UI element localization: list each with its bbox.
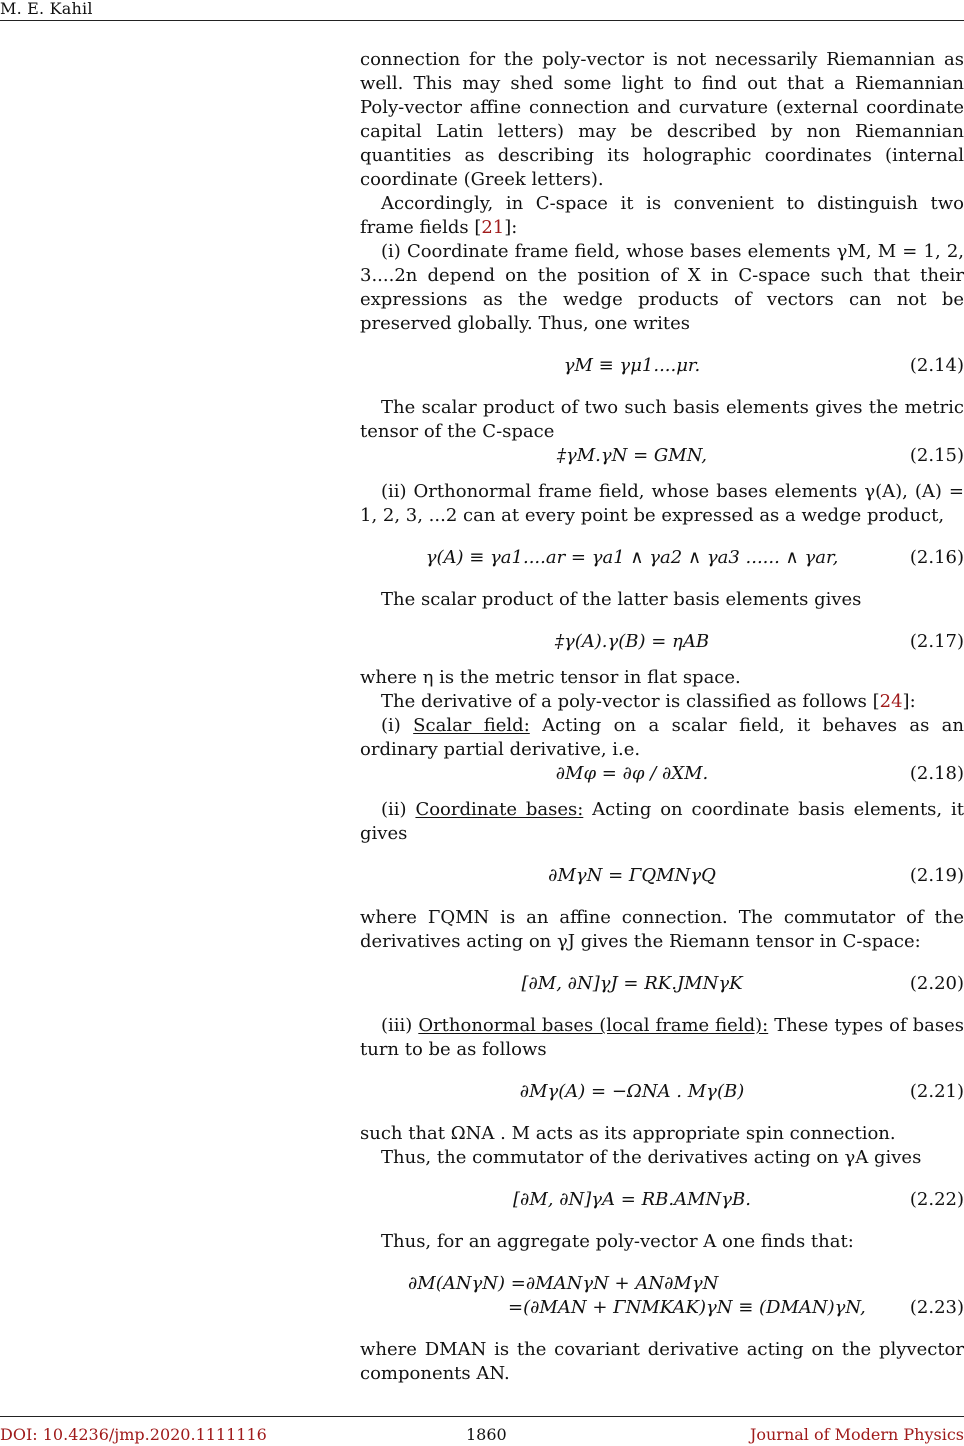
equation-2-16-number: (2.16) <box>909 547 964 568</box>
equation-2-20-number: (2.20) <box>909 973 964 994</box>
p12-lead: (iii) <box>381 1015 419 1036</box>
coordinate-bases-heading: Coordinate bases: <box>415 799 584 820</box>
p12-rest: These types of bases turn to be as follows <box>360 1015 964 1060</box>
equation-2-15-number: (2.15) <box>909 445 964 466</box>
equation-2-19-number: (2.19) <box>909 865 964 886</box>
equation-2-17 <box>360 630 964 654</box>
equation-2-17-body: ‡γ(A).γ(B) = ηAB <box>554 631 710 652</box>
paragraph-10 <box>360 798 964 846</box>
paragraph-13: such that ΩNA . M acts as its appropriate spin connection. <box>360 1123 896 1144</box>
equation-2-20-body: [∂M, ∂N]γJ = RK.JMNγK <box>521 973 743 994</box>
equation-2-20 <box>360 972 964 996</box>
paragraph-11: where ΓQMN is an affine connection. The commutator of the derivatives acting on γJ gives the Riemann tensor in C-space: <box>360 907 964 952</box>
p10-rest: Acting on coordinate basis elements, it gives <box>360 799 964 844</box>
paragraph-7: where η is the metric tensor in flat space. <box>360 667 741 688</box>
paragraph-6: The scalar product of the latter basis elements gives <box>381 589 862 610</box>
p10-lead: (ii) <box>381 799 416 820</box>
equation-2-22-number: (2.22) <box>909 1189 964 1210</box>
equation-2-22-body: [∂M, ∂N]γA = RB.AMNγB. <box>513 1189 751 1210</box>
paragraph-4: The scalar product of two such basis elements gives the metric tensor of the C-space <box>360 397 964 442</box>
header-author: M. E. Kahil <box>0 0 93 18</box>
page-header <box>0 0 964 21</box>
orthonormal-bases-heading: Orthonormal bases (local frame field): <box>418 1015 769 1036</box>
equation-2-15-body: ‡γM.γN = GMN, <box>556 445 708 466</box>
paragraph-3: (i) Coordinate frame field, whose bases elements γM, M = 1, 2, 3....2n depend on the position of X in C-space such that their expressions as the wedge products of vectors can not be preserved globally. Thus, one writes <box>360 241 964 334</box>
p9-lead: (i) <box>381 715 414 736</box>
paragraph-9 <box>360 714 964 762</box>
equation-2-19-body: ∂MγN = ΓQMNγQ <box>548 865 716 886</box>
equation-2-14-body: γM ≡ γμ1....μr. <box>563 355 701 376</box>
p9-rest: Acting on a scalar field, it behaves as an ordinary partial derivative, i.e. <box>360 715 964 760</box>
equation-2-18-body: ∂Mφ = ∂φ / ∂XM. <box>555 763 709 784</box>
paragraph-15: Thus, for an aggregate poly-vector A one finds that: <box>381 1231 854 1252</box>
equation-2-16 <box>360 546 964 570</box>
paragraph-2 <box>360 192 964 240</box>
equation-2-21-body: ∂Mγ(A) = −ΩNA . Mγ(B) <box>519 1081 745 1102</box>
journal-link[interactable]: Journal of Modern Physics <box>749 1425 964 1444</box>
scalar-field-heading: Scalar field: <box>413 715 530 736</box>
equation-2-23-line-1 <box>360 1272 964 1296</box>
equation-2-23-line-1-body: ∂M(ANγN) =∂MANγN + AN∂MγN <box>408 1273 719 1294</box>
main-text-column <box>360 48 964 1386</box>
citation-24[interactable]: 24 <box>879 691 903 712</box>
paragraph-12 <box>360 1014 964 1062</box>
equation-2-23-line-2 <box>360 1296 964 1320</box>
equation-2-19 <box>360 864 964 888</box>
paragraph-1: connection for the poly-vector is not necessarily Riemannian as well. This may shed some light to find out that a Riemannian Poly-vector affine connection and curvature (external coordinate capital Latin letters) may be described by non Riemannian quantities as describing its holographic coordinates (internal coordinate (Greek letters). <box>360 49 964 190</box>
equation-2-21 <box>360 1080 964 1104</box>
page-number: 1860 <box>466 1425 507 1444</box>
page-footer <box>0 1416 964 1446</box>
equation-2-14-number: (2.14) <box>909 355 964 376</box>
p8-tail: ]: <box>902 691 916 712</box>
p2-tail: ]: <box>504 217 518 238</box>
equation-2-14 <box>360 354 964 378</box>
paragraph-16: where DMAN is the covariant derivative acting on the plyvector components AN. <box>360 1339 964 1384</box>
equation-2-18 <box>360 762 964 786</box>
equation-2-18-number: (2.18) <box>909 763 964 784</box>
doi-link[interactable]: DOI: 10.4236/jmp.2020.1111116 <box>0 1425 267 1444</box>
equation-2-22 <box>360 1188 964 1212</box>
paragraph-8 <box>360 690 964 714</box>
equation-2-21-number: (2.21) <box>909 1081 964 1102</box>
equation-2-16-body: γ(A) ≡ γa1....ar = γa1 ∧ γa2 ∧ γa3 ...... ∧ γar, <box>425 547 839 568</box>
paragraph-14: Thus, the commutator of the derivatives acting on γA gives <box>381 1147 922 1168</box>
paragraph-5: (ii) Orthonormal frame field, whose bases elements γ(A), (A) = 1, 2, 3, ...2 can at every point be expressed as a wedge product, <box>360 481 964 526</box>
p2-text: Accordingly, in C-space it is convenient to distinguish two frame fields [ <box>360 193 964 238</box>
citation-21[interactable]: 21 <box>481 217 505 238</box>
p8-text: The derivative of a poly-vector is classified as follows [ <box>381 691 880 712</box>
equation-2-23-line-2-body: =(∂MAN + ΓNMKAK)γN ≡ (DMAN)γN, <box>508 1297 866 1318</box>
equation-2-15 <box>360 444 964 468</box>
equation-2-17-number: (2.17) <box>909 631 964 652</box>
equation-2-23-number: (2.23) <box>909 1297 964 1318</box>
